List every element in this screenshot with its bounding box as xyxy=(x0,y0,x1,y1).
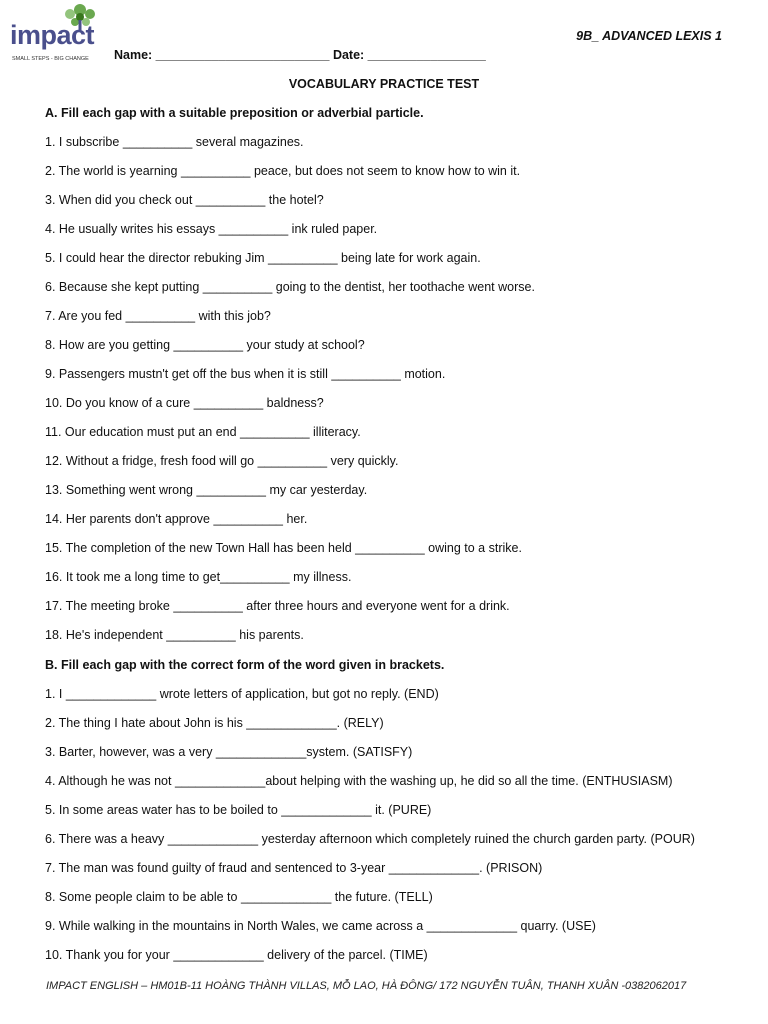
exercise-item: 16. It took me a long time to get__________ my illness. xyxy=(45,570,352,584)
exercise-item: 11. Our education must put an end __________ illiteracy. xyxy=(45,425,361,439)
exercise-item: 4. Although he was not _____________about helping with the washing up, he did so all the time. (ENTHUSIASM) xyxy=(45,774,673,788)
exercise-item: 9. While walking in the mountains in North Wales, we came across a _____________ quarry. (USE) xyxy=(45,919,596,933)
exercise-item: 17. The meeting broke __________ after three hours and everyone went for a drink. xyxy=(45,599,510,613)
exercise-item: 7. The man was found guilty of fraud and sentenced to 3-year _____________. (PRISON) xyxy=(45,861,543,875)
exercise-item: 8. Some people claim to be able to _____________ the future. (TELL) xyxy=(45,890,433,904)
exercise-item: 14. Her parents don't approve __________ her. xyxy=(45,512,308,526)
exercise-item: 6. There was a heavy _____________ yesterday afternoon which completely ruined the church garden party. (POUR) xyxy=(45,832,695,846)
exercise-item: 9. Passengers mustn't get off the bus when it is still __________ motion. xyxy=(45,367,446,381)
logo-wordmark: impact xyxy=(10,20,95,50)
name-date-line: Name: _________________________ Date: _________________ xyxy=(114,48,486,62)
page-footer: IMPACT ENGLISH – HM01B-11 HOÀNG THÀNH VILLAS, MỖ LAO, HÀ ĐÔNG/ 172 NGUYỄN TUÂN, THANH XUÂN -0382062017 xyxy=(46,980,687,992)
exercise-item: 1. I _____________ wrote letters of application, but got no reply. (END) xyxy=(45,687,439,701)
logo xyxy=(8,2,104,64)
exercise-item: 13. Something went wrong __________ my car yesterday. xyxy=(45,483,368,497)
exercise-item: 15. The completion of the new Town Hall has been held __________ owing to a strike. xyxy=(45,541,522,555)
section-a-heading: A. Fill each gap with a suitable preposition or adverbial particle. xyxy=(45,106,424,120)
exercise-item: 8. How are you getting __________ your study at school? xyxy=(45,338,365,352)
course-code: 9B_ ADVANCED LEXIS 1 xyxy=(576,29,722,43)
exercise-item: 4. He usually writes his essays __________ ink ruled paper. xyxy=(45,222,378,236)
exercise-item: 6. Because she kept putting __________ going to the dentist, her toothache went worse. xyxy=(45,280,535,294)
exercise-item: 3. When did you check out __________ the hotel? xyxy=(45,193,324,207)
exercise-item: 5. In some areas water has to be boiled to _____________ it. (PURE) xyxy=(45,803,432,817)
section-b-heading: B. Fill each gap with the correct form of the word given in brackets. xyxy=(45,658,445,672)
exercise-item: 3. Barter, however, was a very _____________system. (SATISFY) xyxy=(45,745,413,759)
page-title: VOCABULARY PRACTICE TEST xyxy=(288,77,480,91)
exercise-item: 1. I subscribe __________ several magazines. xyxy=(45,135,304,149)
exercise-item: 10. Thank you for your _____________ delivery of the parcel. (TIME) xyxy=(45,948,428,962)
exercise-item: 5. I could hear the director rebuking Jim __________ being late for work again. xyxy=(45,251,481,265)
exercise-item: 2. The thing I hate about John is his _____________. (RELY) xyxy=(45,716,384,730)
exercise-item: 12. Without a fridge, fresh food will go __________ very quickly. xyxy=(45,454,399,468)
logo-tagline: SMALL STEPS - BIG CHANGE xyxy=(12,56,89,62)
exercise-item: 10. Do you know of a cure __________ baldness? xyxy=(45,396,324,410)
exercise-item: 7. Are you fed __________ with this job? xyxy=(45,309,271,323)
exercise-item: 2. The world is yearning __________ peace, but does not seem to know how to win it. xyxy=(45,164,521,178)
exercise-item: 18. He's independent __________ his parents. xyxy=(45,628,304,642)
